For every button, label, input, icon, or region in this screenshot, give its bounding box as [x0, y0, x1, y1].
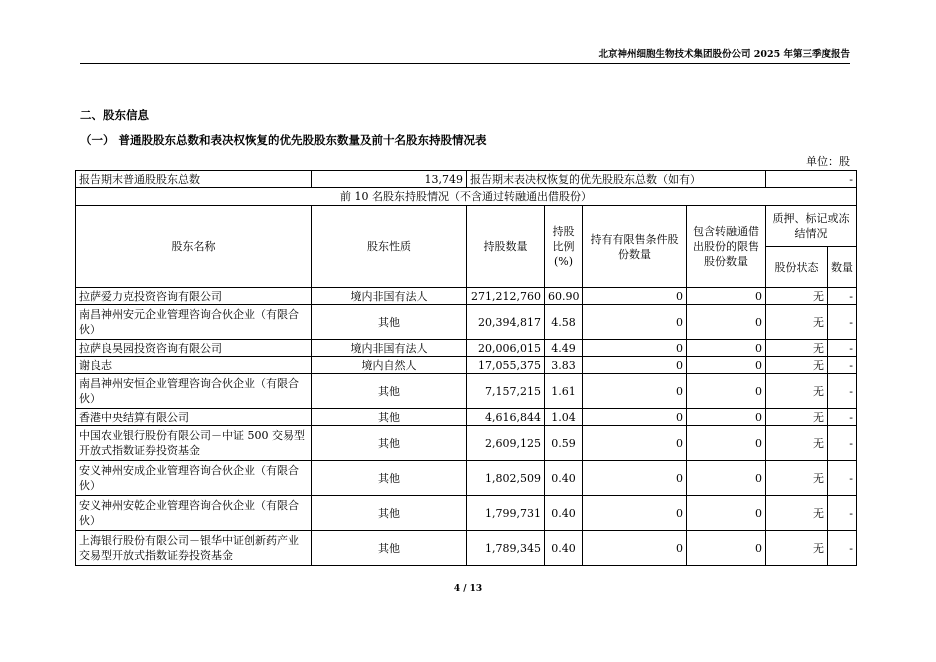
- holder-restricted: 0: [583, 357, 687, 374]
- holder-restricted: 0: [583, 374, 687, 409]
- holder-restricted-lending: 0: [687, 426, 766, 461]
- common-holders-label: 报告期末普通股股东总数: [76, 171, 312, 188]
- holder-pledge-status: 无: [766, 374, 828, 409]
- holder-shares: 20,394,817: [467, 305, 545, 340]
- holder-pledge-qty: -: [828, 357, 857, 374]
- holder-restricted-lending: 0: [687, 357, 766, 374]
- holder-name: 南昌神州安恒企业管理咨询合伙企业（有限合伙）: [76, 374, 312, 409]
- table-row: [76, 531, 857, 566]
- section-title: 二、股东信息: [80, 108, 149, 122]
- holder-pledge-qty: -: [828, 305, 857, 340]
- holder-nature: 其他: [312, 305, 467, 340]
- holder-restricted-lending: 0: [687, 305, 766, 340]
- table-row: [76, 374, 857, 409]
- table-row: [76, 357, 857, 374]
- holder-restricted-lending: 0: [687, 340, 766, 357]
- holder-ratio: 1.04: [545, 409, 583, 426]
- holder-pledge-qty: -: [828, 426, 857, 461]
- holder-restricted: 0: [583, 305, 687, 340]
- holder-shares: 17,055,375: [467, 357, 545, 374]
- holder-ratio: 0.59: [545, 426, 583, 461]
- holder-nature: 其他: [312, 496, 467, 531]
- holder-restricted-lending: 0: [687, 288, 766, 305]
- holder-ratio: 4.58: [545, 305, 583, 340]
- summary-row: [76, 171, 857, 188]
- holder-name: 中国农业银行股份有限公司－中证 500 交易型开放式指数证券投资基金: [76, 426, 312, 461]
- holder-ratio: 0.40: [545, 531, 583, 566]
- table-row: [76, 340, 857, 357]
- holder-name: 上海银行股份有限公司－银华中证创新药产业交易型开放式指数证券投资基金: [76, 531, 312, 566]
- preferred-holders-label: 报告期末表决权恢复的优先股股东总数（如有）: [467, 171, 766, 188]
- holder-shares: 20,006,015: [467, 340, 545, 357]
- holder-restricted: 0: [583, 461, 687, 496]
- holder-nature: 其他: [312, 374, 467, 409]
- col-header-restricted: 持有有限售条件股份数量: [583, 206, 687, 288]
- holder-name: 安义神州安乾企业管理咨询合伙企业（有限合伙）: [76, 496, 312, 531]
- top10-title-row: [76, 188, 857, 206]
- holder-shares: 1,789,345: [467, 531, 545, 566]
- table-row: [76, 426, 857, 461]
- table-row: [76, 461, 857, 496]
- holder-nature: 其他: [312, 409, 467, 426]
- holder-nature: 境内自然人: [312, 357, 467, 374]
- holder-pledge-status: 无: [766, 357, 828, 374]
- holder-pledge-status: 无: [766, 496, 828, 531]
- holder-restricted: 0: [583, 531, 687, 566]
- holder-pledge-qty: -: [828, 496, 857, 531]
- col-header-shares: 持股数量: [467, 206, 545, 288]
- holder-nature: 其他: [312, 461, 467, 496]
- unit-label: 单位：股: [806, 155, 850, 168]
- holder-restricted: 0: [583, 340, 687, 357]
- holder-nature: 其他: [312, 531, 467, 566]
- holder-name: 香港中央结算有限公司: [76, 409, 312, 426]
- holder-restricted: 0: [583, 496, 687, 531]
- header-row: [76, 206, 857, 247]
- holder-ratio: 0.40: [545, 461, 583, 496]
- page-header: 北京神州细胞生物技术集团股份公司 2025 年第三季度报告: [598, 49, 850, 60]
- holder-shares: 2,609,125: [467, 426, 545, 461]
- holder-pledge-qty: -: [828, 374, 857, 409]
- holder-ratio: 4.49: [545, 340, 583, 357]
- holder-ratio: 60.90: [545, 288, 583, 305]
- holder-ratio: 0.40: [545, 496, 583, 531]
- table-row: [76, 496, 857, 531]
- holder-pledge-qty: -: [828, 288, 857, 305]
- holder-nature: 境内非国有法人: [312, 288, 467, 305]
- holder-pledge-status: 无: [766, 461, 828, 496]
- holder-pledge-status: 无: [766, 340, 828, 357]
- holder-name: 谢良志: [76, 357, 312, 374]
- holder-ratio: 3.83: [545, 357, 583, 374]
- table-row: [76, 288, 857, 305]
- col-header-pledge-status: 股份状态: [766, 247, 828, 288]
- holder-restricted-lending: 0: [687, 531, 766, 566]
- holder-shares: 4,616,844: [467, 409, 545, 426]
- holder-restricted-lending: 0: [687, 409, 766, 426]
- col-header-name: 股东名称: [76, 206, 312, 288]
- holder-ratio: 1.61: [545, 374, 583, 409]
- holder-pledge-qty: -: [828, 409, 857, 426]
- holder-restricted: 0: [583, 288, 687, 305]
- col-header-nature: 股东性质: [312, 206, 467, 288]
- col-header-restricted-lending: 包含转融通借出股份的限售股份数量: [687, 206, 766, 288]
- holder-pledge-status: 无: [766, 426, 828, 461]
- holder-nature: 境内非国有法人: [312, 340, 467, 357]
- holder-pledge-qty: -: [828, 340, 857, 357]
- header-divider: [80, 63, 850, 64]
- common-holders-value: 13,749: [312, 171, 467, 188]
- col-header-pledge-qty: 数量: [828, 247, 857, 288]
- holder-pledge-status: 无: [766, 531, 828, 566]
- top10-title: 前 10 名股东持股情况（不含通过转融通出借股份）: [76, 188, 857, 206]
- holder-restricted-lending: 0: [687, 374, 766, 409]
- table-row: [76, 305, 857, 340]
- col-header-pledge: 质押、标记或冻结情况: [766, 206, 857, 247]
- preferred-holders-value: -: [766, 171, 857, 188]
- shareholder-table: [75, 170, 857, 566]
- holder-pledge-qty: -: [828, 531, 857, 566]
- holder-shares: 271,212,760: [467, 288, 545, 305]
- col-header-ratio: 持股比例(%): [545, 206, 583, 288]
- page-number: 4 / 13: [453, 584, 483, 594]
- holder-name: 南昌神州安元企业管理咨询合伙企业（有限合伙）: [76, 305, 312, 340]
- holder-pledge-status: 无: [766, 288, 828, 305]
- holder-pledge-status: 无: [766, 409, 828, 426]
- holder-restricted-lending: 0: [687, 461, 766, 496]
- holder-name: 安义神州安成企业管理咨询合伙企业（有限合伙）: [76, 461, 312, 496]
- subsection-title: （一） 普通股股东总数和表决权恢复的优先股股东数量及前十名股东持股情况表: [80, 133, 487, 147]
- holder-restricted-lending: 0: [687, 496, 766, 531]
- holder-pledge-status: 无: [766, 305, 828, 340]
- holder-name: 拉萨良昊园投资咨询有限公司: [76, 340, 312, 357]
- holder-pledge-qty: -: [828, 461, 857, 496]
- holder-restricted: 0: [583, 426, 687, 461]
- holder-name: 拉萨爱力克投资咨询有限公司: [76, 288, 312, 305]
- table-row: [76, 409, 857, 426]
- holder-shares: 1,802,509: [467, 461, 545, 496]
- holder-shares: 1,799,731: [467, 496, 545, 531]
- holder-nature: 其他: [312, 426, 467, 461]
- holder-shares: 7,157,215: [467, 374, 545, 409]
- holder-restricted: 0: [583, 409, 687, 426]
